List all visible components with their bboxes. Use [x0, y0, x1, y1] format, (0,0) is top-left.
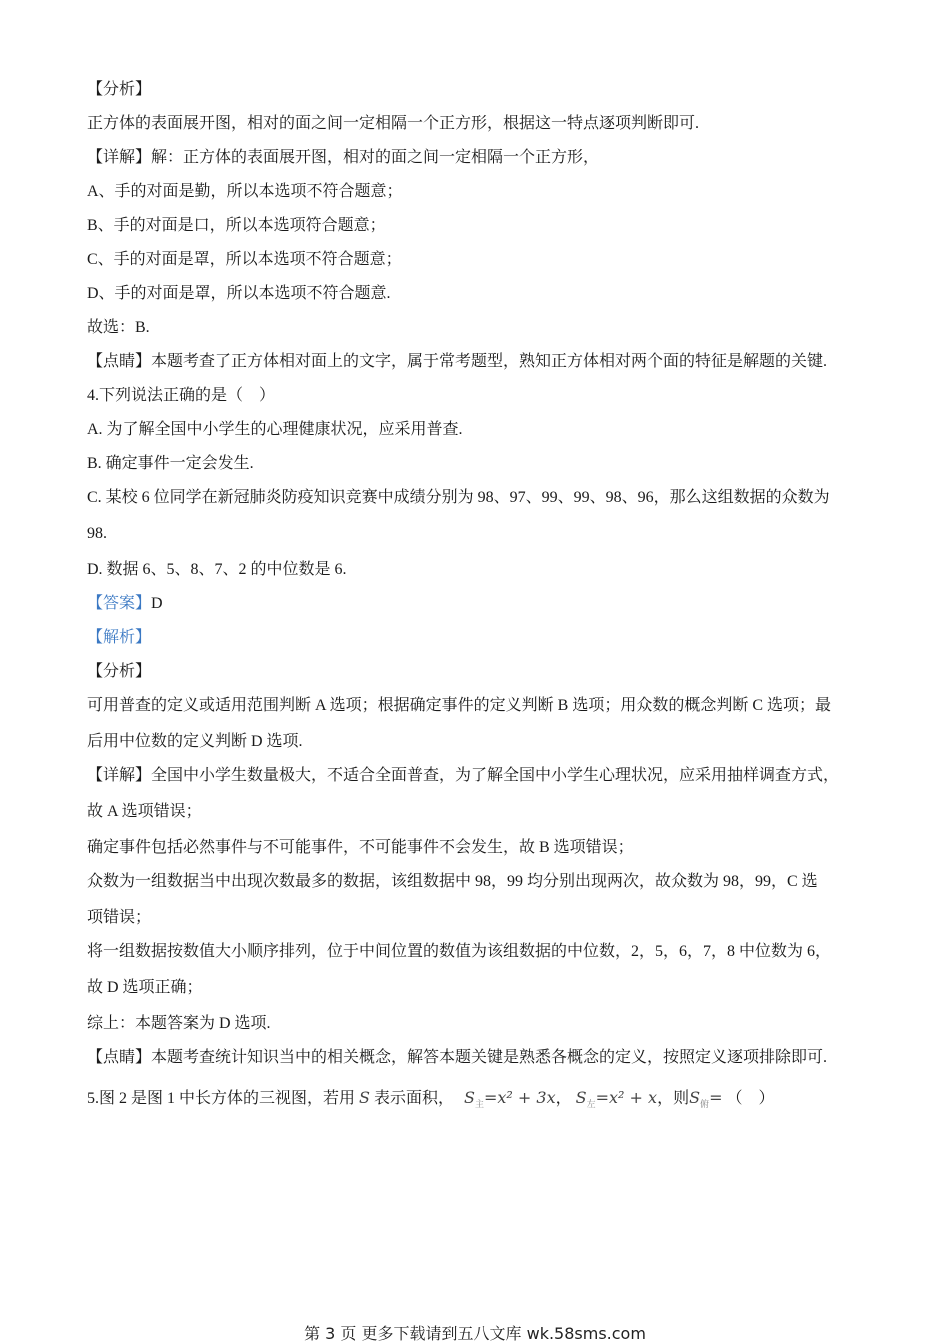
- comment-line: 【点睛】本题考查了正方体相对面上的文字，属于常考题型，熟知正方体相对两个面的特征是解题的关键.: [87, 353, 828, 370]
- text-line: 后用中位数的定义判断 D 选项.: [87, 733, 303, 750]
- answer-line: [87, 594, 163, 614]
- explanation-label: 【解析】: [87, 629, 152, 646]
- sub-top: 俯: [700, 1100, 710, 1111]
- formula-top: $S_俯=$: [689, 1088, 723, 1111]
- option-c-line: C、手的对面是罩，所以本选项不符合题意；: [87, 251, 402, 268]
- choice-line: 故选：B.: [87, 319, 150, 336]
- formula-main: $S_主=x^2 + 3x$: [464, 1088, 556, 1111]
- option-d-line: D、手的对面是罩，所以本选项不符合题意.: [87, 285, 391, 302]
- q4-option-a: A. 为了解全国中小学生的心理健康状况，应采用普查.: [87, 421, 463, 438]
- eq-main: =x² + 3x: [483, 1088, 556, 1107]
- option-a-line: A、手的对面是勤，所以本选项不符合题意；: [87, 183, 403, 200]
- question-4-title: 4.下列说法正确的是（ ）: [87, 387, 276, 404]
- q5-paren: （ ）: [726, 1090, 775, 1107]
- q5-then: ，则: [657, 1090, 690, 1107]
- detail-line: 【详解】解：正方体的表面展开图，相对的面之间一定相隔一个正方形，: [87, 149, 600, 166]
- text-line: 可用普查的定义或适用范围判断 A 选项；根据确定事件的定义判断 B 选项；用众数的概念判断 C 选项；最: [87, 697, 832, 714]
- text-line: 将一组数据按数值大小顺序排列，位于中间位置的数值为该组数据的中位数，2，5，6，7，8 中位数为 6，: [87, 943, 832, 960]
- eq-left: =x² + x: [595, 1088, 658, 1107]
- formula-left: $S_左=x^2 + x$: [575, 1088, 658, 1111]
- question-5-title: [87, 1088, 774, 1115]
- q4-option-d: D. 数据 6、5、8、7、2 的中位数是 6.: [87, 561, 347, 578]
- area-symbol: S: [359, 1088, 370, 1107]
- text-line: 项错误；: [87, 909, 152, 926]
- analysis-heading: 【分析】: [87, 663, 152, 680]
- comment-line: 【点睛】本题考查统计知识当中的相关概念，解答本题关键是熟悉各概念的定义，按照定义逐项排除即可.: [87, 1049, 828, 1066]
- q4-option-c-cont: 98.: [87, 525, 107, 542]
- q5-mid: 表示面积，: [373, 1090, 454, 1107]
- answer-value: D: [151, 595, 163, 612]
- answer-label: 【答案】: [87, 595, 152, 612]
- q4-option-b: B. 确定事件一定会发生.: [87, 455, 254, 472]
- text-line: 众数为一组数据当中出现次数最多的数据，该组数据中 98，99 均分别出现两次，故众数为 98，99，C 选: [87, 873, 818, 890]
- page-footer: 第 3 页 更多下载请到五八文库 wk.58sms.com: [304, 1324, 646, 1343]
- sub-left: 左: [586, 1100, 596, 1111]
- text-line: 确定事件包括必然事件与不可能事件，不可能事件不会发生，故 B 选项错误；: [87, 839, 634, 856]
- q4-option-c: C. 某校 6 位同学在新冠肺炎防疫知识竞赛中成绩分别为 98、97、99、99、98、96，那么这组数据的众数为: [87, 489, 830, 506]
- option-b-line: B、手的对面是口，所以本选项符合题意；: [87, 217, 386, 234]
- text-line: 故 D 选项正确；: [87, 979, 203, 996]
- text-line: 正方体的表面展开图，相对的面之间一定相隔一个正方形，根据这一特点逐项判断即可.: [87, 115, 700, 132]
- analysis-heading: 【分析】: [87, 81, 152, 98]
- detail-line: 【详解】全国中小学生数量极大，不适合全面普查，为了解全国中小学生心理状况，应采用抽样调查方式，: [87, 767, 840, 784]
- sub-main: 主: [474, 1100, 484, 1111]
- q5-prefix: 5.图 2 是图 1 中长方体的三视图，若用: [87, 1090, 356, 1107]
- text-line: 故 A 选项错误；: [87, 803, 202, 820]
- summary-line: 综上：本题答案为 D 选项.: [87, 1015, 271, 1032]
- eq-top: =: [709, 1088, 723, 1107]
- comma: ，: [555, 1090, 572, 1107]
